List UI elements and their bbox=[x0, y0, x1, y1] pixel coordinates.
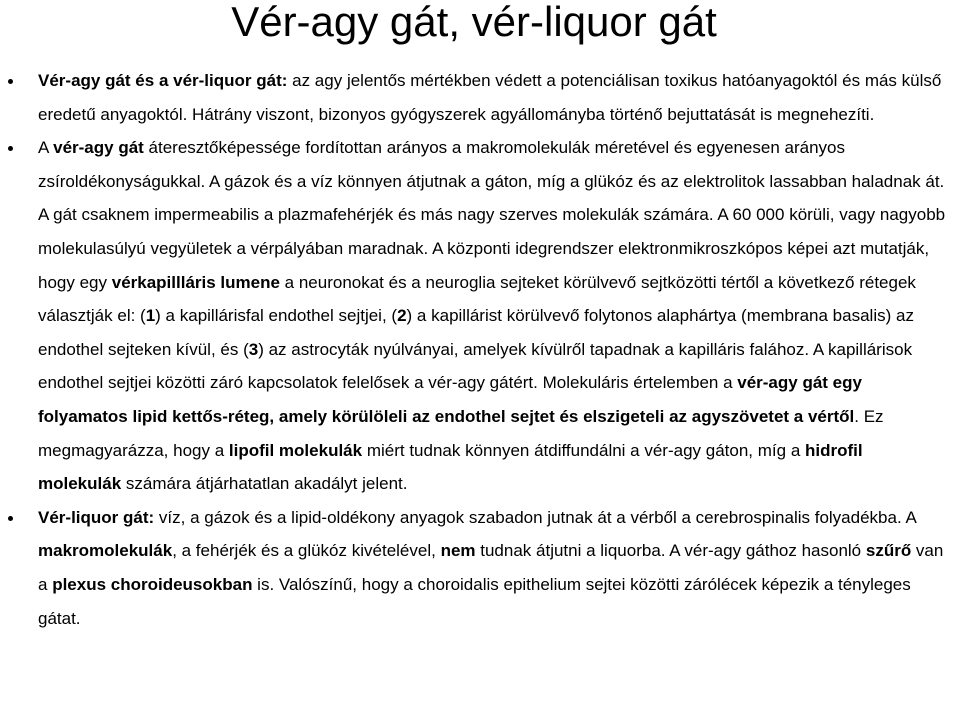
bold-text-segment: lipofil molekulák bbox=[228, 440, 363, 460]
bullet-dot-icon bbox=[8, 146, 13, 151]
text-segment: a neuronokat és a neuroglia sejteket körülvevő sejtközötti tértől a következő rétegek választják el: ( bbox=[38, 272, 916, 326]
text-segment: ) a kapillárist körülvevő folytonos alaphártya (membrana basalis) az endothel sejteken kívül, és ( bbox=[38, 306, 914, 359]
bold-text-segment: szűrő bbox=[865, 541, 912, 561]
slide-title: Vér-agy gát, vér-liquor gát bbox=[231, 0, 717, 45]
bold-text-segment: vér-agy gát bbox=[53, 138, 144, 158]
bold-text-segment: Vér-agy gát és a vér-liquor gát: bbox=[38, 71, 288, 90]
bullet-item-2 bbox=[38, 131, 948, 501]
bold-text-segment: vér-agy gát egy folyamatos lipid kettős-réteg, amely körülöleli az endothel sejtet és elszigeteli az agyszövetet a vértől bbox=[38, 373, 862, 426]
text-segment: tudnak átjutni a liquorba. A vér-agy gáthoz hasonló bbox=[475, 541, 866, 561]
text-segment: víz, a gázok és a lipid-oldékony anyagok szabadon jutnak át a vérből a cerebrospinalis folyadékba. A bbox=[154, 507, 916, 527]
text-segment: A bbox=[38, 138, 54, 158]
bullet-list bbox=[0, 64, 948, 635]
bold-text-segment: 2 bbox=[397, 306, 407, 326]
text-segment: áteresztőképessége fordítottan arányos a makromolekulák méretével és egyenesen arányos zsíroldékonyságukkal. A gázok és a víz könnyen átjutnak a gáton, míg a glükóz és az elektrolitok lassabban haladnak át. A gát csaknem impermeabilis a plazmafehérjék és más nagy szerves molekulák számára. A 60 000 körüli, vagy nagyobb molekulasúlyú vegyületek a vérpályában maradnak. A központi idegrendszer elektronmikroszkópos képei azt mutatják, hogy egy bbox=[38, 138, 946, 292]
bold-text-segment: nem bbox=[440, 541, 476, 561]
bullet-dot-icon bbox=[8, 79, 13, 84]
text-segment: is. Valószínű, hogy a choroidalis epithelium sejtei közötti zárólécek képezik a tényleges gátat. bbox=[38, 574, 911, 628]
text-segment: ) az astrocyták nyúlványai, amelyek kívülről tapadnak a kapilláris falához. A kapillárisok endothel sejtjei közötti záró kapcsolatok felelősek a vér-agy gátért. Molekuláris értelemben a bbox=[38, 339, 913, 393]
bold-text-segment: 3 bbox=[248, 339, 259, 359]
bold-text-segment: hidrofil molekulák bbox=[38, 440, 863, 494]
bold-text-segment: plexus choroideusokban bbox=[52, 574, 253, 594]
text-segment: ) a kapillárisfal endothel sejtjei, ( bbox=[155, 306, 398, 326]
bullet-dot-icon bbox=[8, 516, 13, 521]
text-segment: az agy jelentős mértékben védett a potenciálisan toxikus hatóanyagoktól és más külső eredetű anyagoktól. Hátrány viszont, bizonyos gyógyszerek agyállományba történő bejuttatását is megnehezíti. bbox=[38, 71, 942, 124]
bullet-item-3 bbox=[38, 501, 948, 635]
bold-text-segment: vérkapillláris lumene bbox=[111, 272, 280, 292]
text-segment: van a bbox=[38, 541, 944, 594]
text-segment: számára átjárhatatlan akadályt jelent. bbox=[121, 474, 408, 494]
text-segment: , a fehérjék és a glükóz kivételével, bbox=[172, 541, 441, 561]
text-segment: . Ez megmagyarázza, hogy a bbox=[38, 406, 884, 460]
text-segment: miért tudnak könnyen átdiffundálni a vér-agy gáton, míg a bbox=[362, 440, 805, 460]
bold-text-segment: Vér-liquor gát: bbox=[38, 507, 155, 527]
bold-text-segment: 1 bbox=[145, 306, 156, 326]
bold-text-segment: makromolekulák bbox=[38, 541, 173, 561]
bullet-item-1 bbox=[38, 64, 948, 131]
